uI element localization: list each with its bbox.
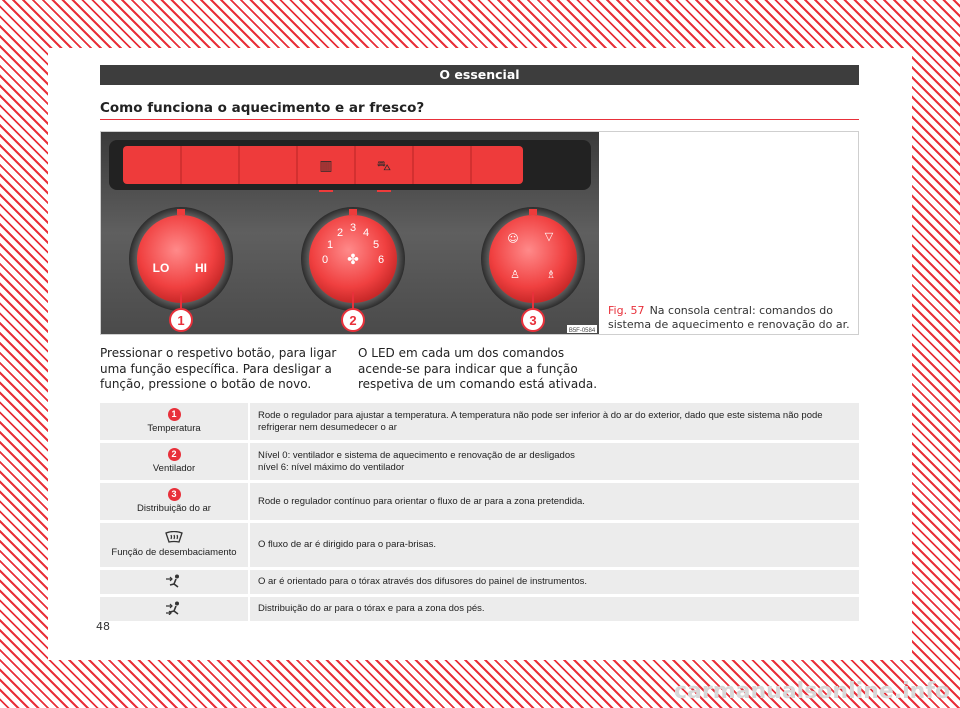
table-row [100, 570, 859, 594]
defrost-knob-icon: ▽ [544, 230, 554, 243]
callout-1: 1 [177, 313, 185, 328]
row-description: O fluxo de ar é dirigido para o para-brisas. [250, 523, 859, 567]
air-chest-feet-knob-icon: ♗ [546, 268, 556, 281]
figure-number: Fig. 57 [608, 304, 645, 317]
svg-text:▥: ▥ [319, 158, 333, 174]
watermark: carmanualsonline.info [674, 679, 950, 704]
fan-icon: ✤ [347, 252, 359, 268]
windshield-defrost-icon [165, 531, 183, 545]
air-chest-knob-icon: ☺ [507, 232, 519, 245]
row-description: Distribuição do ar para o tórax e para a zona dos pés. [250, 597, 859, 621]
table-label-cell [100, 483, 250, 520]
row-label: Função de desembaciamento [111, 547, 237, 558]
number-badge: 1 [168, 408, 181, 421]
table-row [100, 483, 859, 520]
fan-level-6: 6 [377, 254, 385, 266]
table-label-cell [100, 597, 250, 621]
table-row [100, 443, 859, 480]
row-label: Distribuição do ar [137, 503, 211, 514]
intro-paragraph-right: O LED em cada um dos comandos acende-se para indicar que a função respetiva de um comando está ativada. [358, 346, 598, 391]
row-description: Rode o regulador para ajustar a temperatura. A temperatura não pode ser inferior à do ar do exterior, dado que este sistema não pode refrigerar nem desumedecer o ar [250, 403, 859, 440]
climate-control-illustration [101, 132, 599, 334]
table-label-cell [100, 403, 250, 440]
knob1-hi-label: HI [195, 261, 207, 275]
fan-level-3: 3 [349, 222, 357, 234]
air-chest-icon [165, 574, 183, 588]
row-description: O ar é orientado para o tórax através dos difusores do painel de instrumentos. [250, 570, 859, 594]
number-badge: 2 [168, 448, 181, 461]
controls-table [100, 400, 859, 624]
fan-level-4: 4 [362, 227, 370, 239]
number-badge: 3 [168, 488, 181, 501]
table-label-cell [100, 570, 250, 594]
table-row [100, 403, 859, 440]
fan-level-0: 0 [321, 254, 329, 266]
manual-page [48, 48, 912, 660]
fan-level-2: 2 [336, 227, 344, 239]
page-number: 48 [96, 620, 110, 633]
intro-paragraph-left: Pressionar o respetivo botão, para ligar uma função específica. Para desligar a função, pressione o botão de novo. [100, 346, 337, 391]
table-row [100, 523, 859, 567]
air-chest-feet-icon [165, 601, 183, 615]
callout-3: 3 [529, 313, 537, 328]
fan-level-5: 5 [372, 239, 380, 251]
section-header: O essencial [100, 65, 859, 85]
svg-text:⛍: ⛍ [376, 158, 392, 174]
air-feet-knob-icon: ♙ [510, 268, 520, 281]
figure-code: B5F-0584 [568, 328, 596, 334]
row-description: Nível 0: ventilador e sistema de aquecimento e renovação de ar desligados nível 6: nível máximo do ventilador [250, 443, 859, 480]
knob1-lo-label: LO [152, 261, 170, 275]
row-label: Ventilador [152, 463, 196, 474]
table-label-cell [100, 523, 250, 567]
callout-2: 2 [349, 313, 357, 328]
figure-57 [100, 131, 859, 335]
section-title: Como funciona o aquecimento e ar fresco? [100, 100, 425, 116]
figure-caption-text: Na consola central: comandos do sistema de aquecimento e renovação do ar. [608, 304, 850, 331]
row-label: Temperatura [147, 423, 201, 434]
figure-caption [608, 304, 854, 332]
title-divider [100, 119, 859, 120]
table-row [100, 597, 859, 621]
table-label-cell [100, 443, 250, 480]
row-description: Rode o regulador contínuo para orientar o fluxo de ar para a zona pretendida. [250, 483, 859, 520]
fan-level-1: 1 [326, 239, 334, 251]
